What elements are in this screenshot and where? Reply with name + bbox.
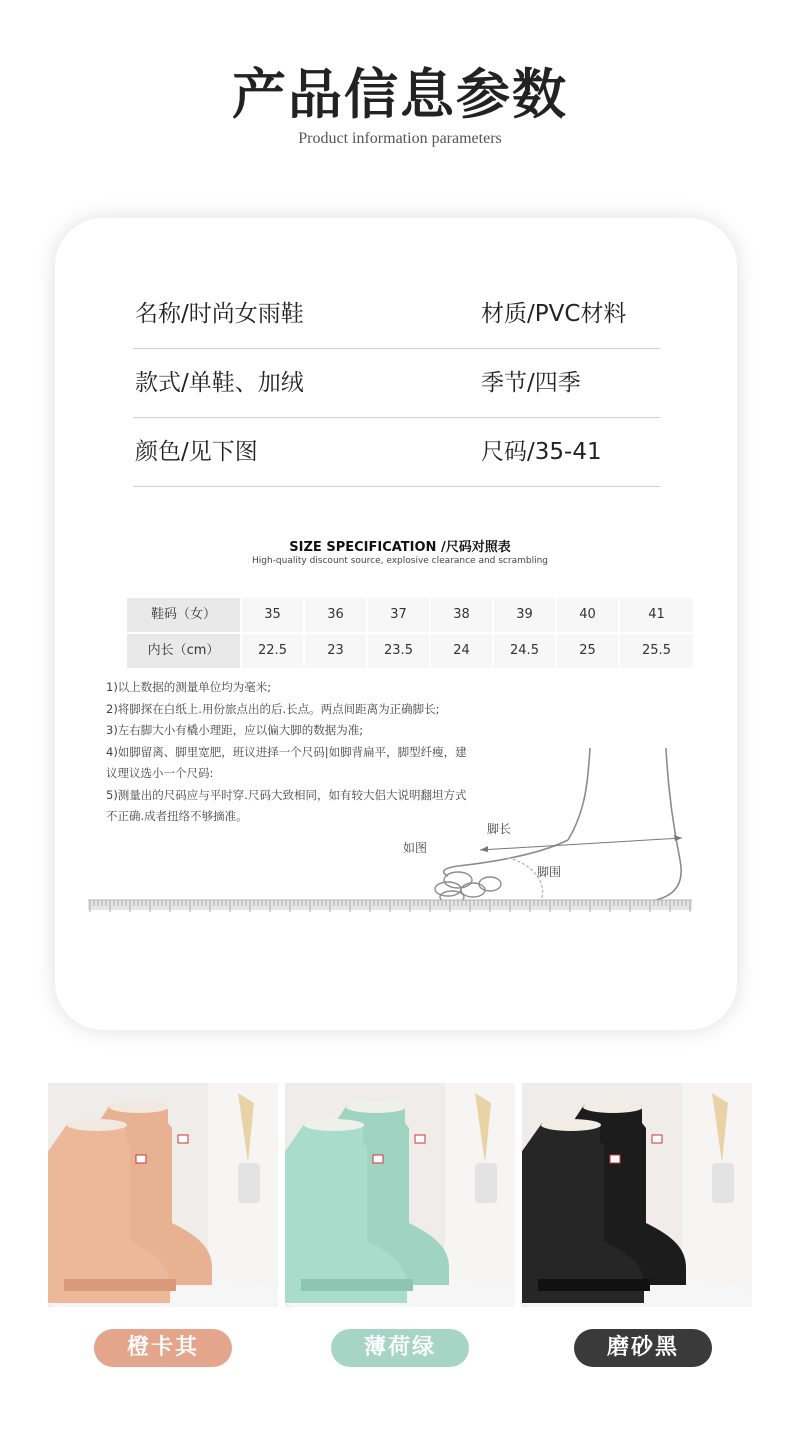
foot-girth-label: 脚围 [537,865,562,879]
info-row [133,418,660,487]
color-label-mint: 薄荷绿 [331,1329,469,1367]
size-row-inner-length [127,634,693,668]
size-spec-title: SIZE SPECIFICATION /尺码对照表 [289,540,511,555]
foot-measure-diagram [88,740,694,918]
note-line: 不正确.成者扭络不够摘准。 [106,809,248,823]
boot-photo-khaki [48,1083,278,1307]
size-cell: 38 [431,598,492,632]
note-line: 4)如脚留离、脚里宽肥，班议进择一个尺码|如脚背扁平，脚型纤瘦，建 [106,744,467,759]
info-style: 款式/单鞋、加绒 [135,370,304,396]
color-label-black: 磨砂黑 [574,1329,712,1367]
info-size: 尺码/35-41 [481,439,602,465]
foot-length-label: 脚长 [487,822,512,836]
length-cell: 23 [305,634,366,668]
info-name: 名称/时尚女雨鞋 [135,301,304,327]
length-cell: 22.5 [242,634,303,668]
size-row-label: 内长（cm） [127,634,240,668]
size-cell: 41 [620,598,693,632]
note-line: 3)左右脚大小有橇小理距，应以偏大脚的数据为准; [106,723,364,737]
size-cell: 37 [368,598,429,632]
info-color: 颜色/见下图 [135,439,258,465]
info-material: 材质/PVC材料 [481,301,627,327]
color-label-khaki: 橙卡其 [94,1329,232,1367]
size-spec-subtitle: High-quality discount source, explosive clearance and scrambling [252,556,548,566]
note-line: 2)将脚探在白纸上.用份旅点出的后.长点。两点间距离为正确脚长; [106,701,440,716]
size-cell: 40 [557,598,618,632]
size-cell: 36 [305,598,366,632]
note-line: 5)测量出的尺码应与平时穿.尺码大致相同，如有较大侣大说明翻坦方式 [106,787,467,802]
info-row [133,280,660,349]
page-title: 产品信息参数 [232,63,568,126]
note-line: 1)以上数据的测量单位均为毫米; [106,680,272,694]
size-cell: 35 [242,598,303,632]
size-row-label: 鞋码（女） [127,598,240,632]
length-cell: 24 [431,634,492,668]
page-subtitle: Product information parameters [298,130,502,147]
as-shown-label: 如图 [403,841,428,855]
length-cell: 25.5 [620,634,693,668]
length-cell: 25 [557,634,618,668]
info-row [133,349,660,418]
length-cell: 24.5 [494,634,555,668]
size-cell: 39 [494,598,555,632]
boot-photo-mint [285,1083,515,1307]
note-line: 议理议选小一个尺码: [106,766,214,780]
size-table [127,598,693,668]
info-season: 季节/四季 [481,370,581,396]
length-cell: 23.5 [368,634,429,668]
boot-photo-black [522,1083,752,1307]
size-row-shoe-size [127,598,693,632]
